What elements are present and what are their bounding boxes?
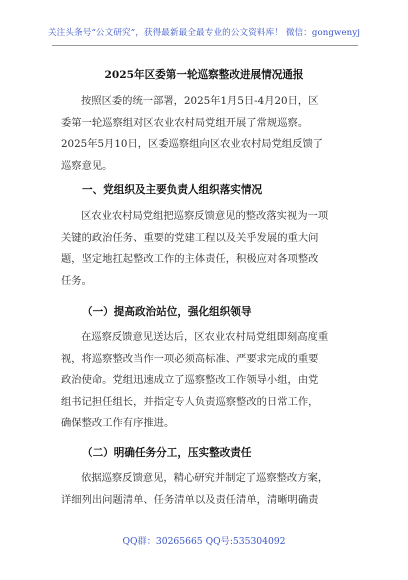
subsection1-paragraph <box>61 327 353 435</box>
intro-paragraph <box>61 91 353 177</box>
footer-contact: QQ群：30265665 QQ号:535304092 <box>122 536 286 547</box>
section1-paragraph <box>61 206 353 292</box>
subsection1-line: 视，将巡察整改当作一项必须高标准、严要求完成的重要 <box>61 352 319 365</box>
intro-line: 2025年5月10日，区委巡察组向区农业农村局党组反馈了 <box>61 138 324 150</box>
intro-line: 按照区委的统一部署，2025年1月5日-4月20日，区 <box>81 95 319 107</box>
subsection2-line: 详细列出问题清单、任务清单以及责任清单，清晰明确责 <box>61 493 319 506</box>
section1-line: 题，坚定地扛起整改工作的主体责任，积极应对各项整改 <box>61 253 319 265</box>
document-title: 2025年区委第一轮巡察整改进展情况通报 <box>104 69 304 81</box>
intro-line: 巡察意见。 <box>61 159 113 172</box>
header-divider <box>52 45 358 46</box>
section1-line: 任务。 <box>61 274 92 287</box>
subsection-heading: （二）明确任务分工，压实整改责任 <box>82 447 252 459</box>
subsection1-line: 组书记担任组长，并指定专人负责巡察整改的日常工作， <box>61 395 319 408</box>
subsection1-line: 在巡察反馈意见送达后，区农业农村局党组即刻高度重 <box>81 331 329 343</box>
subsection2-paragraph <box>61 468 353 511</box>
header-promo: 关注头条号“公文研究”，获得最新最全最专业的公文资料库！ 微信：gongwenyj <box>47 28 361 38</box>
section1-line: 区农业农村局党组把巡察反馈意见的整改落实视为一项 <box>81 210 329 222</box>
intro-line: 委第一轮巡察组对区农业农村局党组开展了常规巡察。 <box>61 116 309 129</box>
subsection1-line: 政治使命。党组迅速成立了巡察整改工作领导小组，由党 <box>61 374 319 386</box>
subsection2-line: 依据巡察反馈意见，精心研究并制定了巡察整改方案， <box>81 472 329 484</box>
subsection-heading: （一）提高政治站位，强化组织领导 <box>82 306 252 318</box>
section1-line: 关键的政治任务、重要的党建工程以及关乎发展的重大问 <box>61 231 319 244</box>
subsection1-line: 确保整改工作有序推进。 <box>61 417 175 429</box>
section-heading: 一、党组织及主要负责人组织落实情况 <box>82 184 263 196</box>
